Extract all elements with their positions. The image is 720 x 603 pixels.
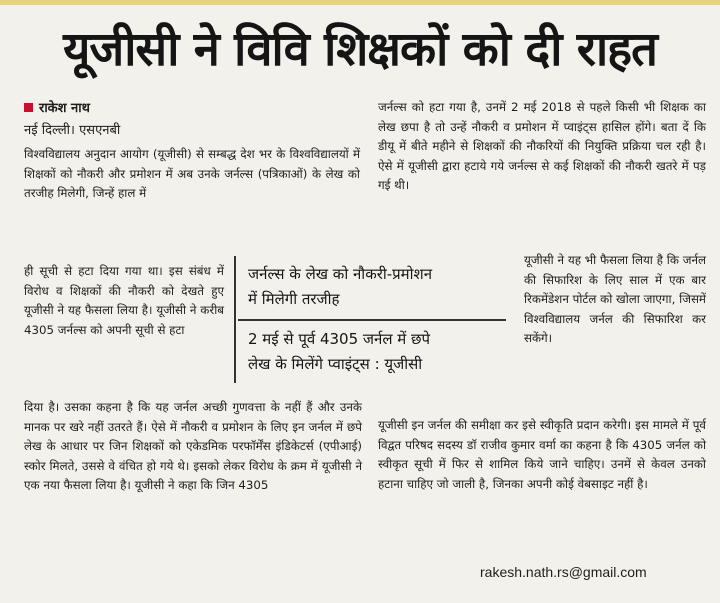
column2-paragraph-bottom: यूजीसी इन जर्नल की समीक्षा कर इसे स्वीकृति प्रदान करेगी। इस मामले में पूर्व विद्वत परिषद सदस्य डॉ राजीव कुमार वर्मा का कहना है कि 4305 जर्नल को स्वीकृत सूची में फिर से शामिल किये जाने चाहिए। उनमें से केवल उनको हटाना चाहिए जो जाली है, जिनका अपनी कोई वेबसाइट नहीं है। [378, 418, 706, 491]
column1-paragraph-top: विश्वविद्यालय अनुदान आयोग (यूजीसी) से सम्बद्ध देश भर के विश्वविद्यालयों में शिक्षकों को नौकरी और प्रमोशन में अब उनके जर्नल्स (पत्रिकाओं) के लेख को तरजीह मिलेगी, जिन्हें हाल में [24, 147, 360, 201]
byline-author: राकेश नाथ [39, 101, 90, 116]
pull-quote-2-line-2: लेख के मिलेंगे प्वाइंट्स : यूजीसी [248, 355, 423, 373]
pull-quote-divider [238, 319, 506, 321]
pull-quote-1-line-1: जर्नल्स के लेख को नौकरी-प्रमोशन [248, 265, 433, 283]
pull-quote-1-line-2: में मिलेगी तरजीह [248, 290, 340, 308]
headline: यूजीसी ने विवि शिक्षकों को दी राहत [63, 22, 657, 77]
column1-paragraph-bottom: दिया है। उसका कहना है कि यह जर्नल अच्छी गुणवत्ता के नहीं हैं और उनके मानक पर खरे नहीं उतरते हैं। ऐसे में नौकरी व प्रमोशन के लिए इन जर्नल में छपे लेख के आधार पर जिन शिक्षकों को एकेडमिक परफॉर्मेंस इंडिकेटर्स (एपीआई) स्कोर मिलते, उससे वे वंचित हो गये थे। इसको लेकर विरोध के क्रम में यूजीसी ने एक नया फैसला लिया है। यूजीसी ने कहा कि जिन 4305 [24, 400, 362, 493]
column2-paragraph-narrow: यूजीसी ने यह भी फैसला लिया है कि जर्नल की सिफारिश के लिए साल में एक बार रिकमेंडेशन पोर्टल को खोला जाएगा, जिसमें विश्वविद्यालय जर्नल की सिफारिश कर सकेंगे। [524, 253, 706, 346]
byline [24, 100, 90, 118]
author-email: rakesh.nath.rs@gmail.com [480, 564, 647, 580]
dateline: नई दिल्ली। एसएनबी [24, 123, 121, 138]
top-color-rule [0, 0, 720, 5]
byline-marker-icon [24, 103, 33, 112]
column1-paragraph-narrow: ही सूची से हटा दिया गया था। इस संबंध में विरोध व शिक्षकों की नौकरी को देखते हुए यूजीसी ने यह फैसला लिया है। यूजीसी ने करीब 4305 जर्नल्स को अपनी सूची से हटा [24, 264, 224, 337]
pull-quote-2-line-1: 2 मई से पूर्व 4305 जर्नल में छपे [248, 330, 431, 348]
column2-paragraph-top: जर्नल्स को हटा गया है, उनमें 2 मई 2018 से पहले किसी भी शिक्षक का लेख छपा है तो उन्हें नौकरी व प्रमोशन में प्वाइंट्स हासिल होंगे। बता दें कि डीयू में बीते महीने से शिक्षकों की नौकरियों की नियुक्ति प्रक्रिया चल रही है। ऐसे में यूजीसी द्वारा हटाये गये जर्नल्स से कई शिक्षकों की नौकरी खतरे में पड़ गई थी। [378, 100, 706, 193]
